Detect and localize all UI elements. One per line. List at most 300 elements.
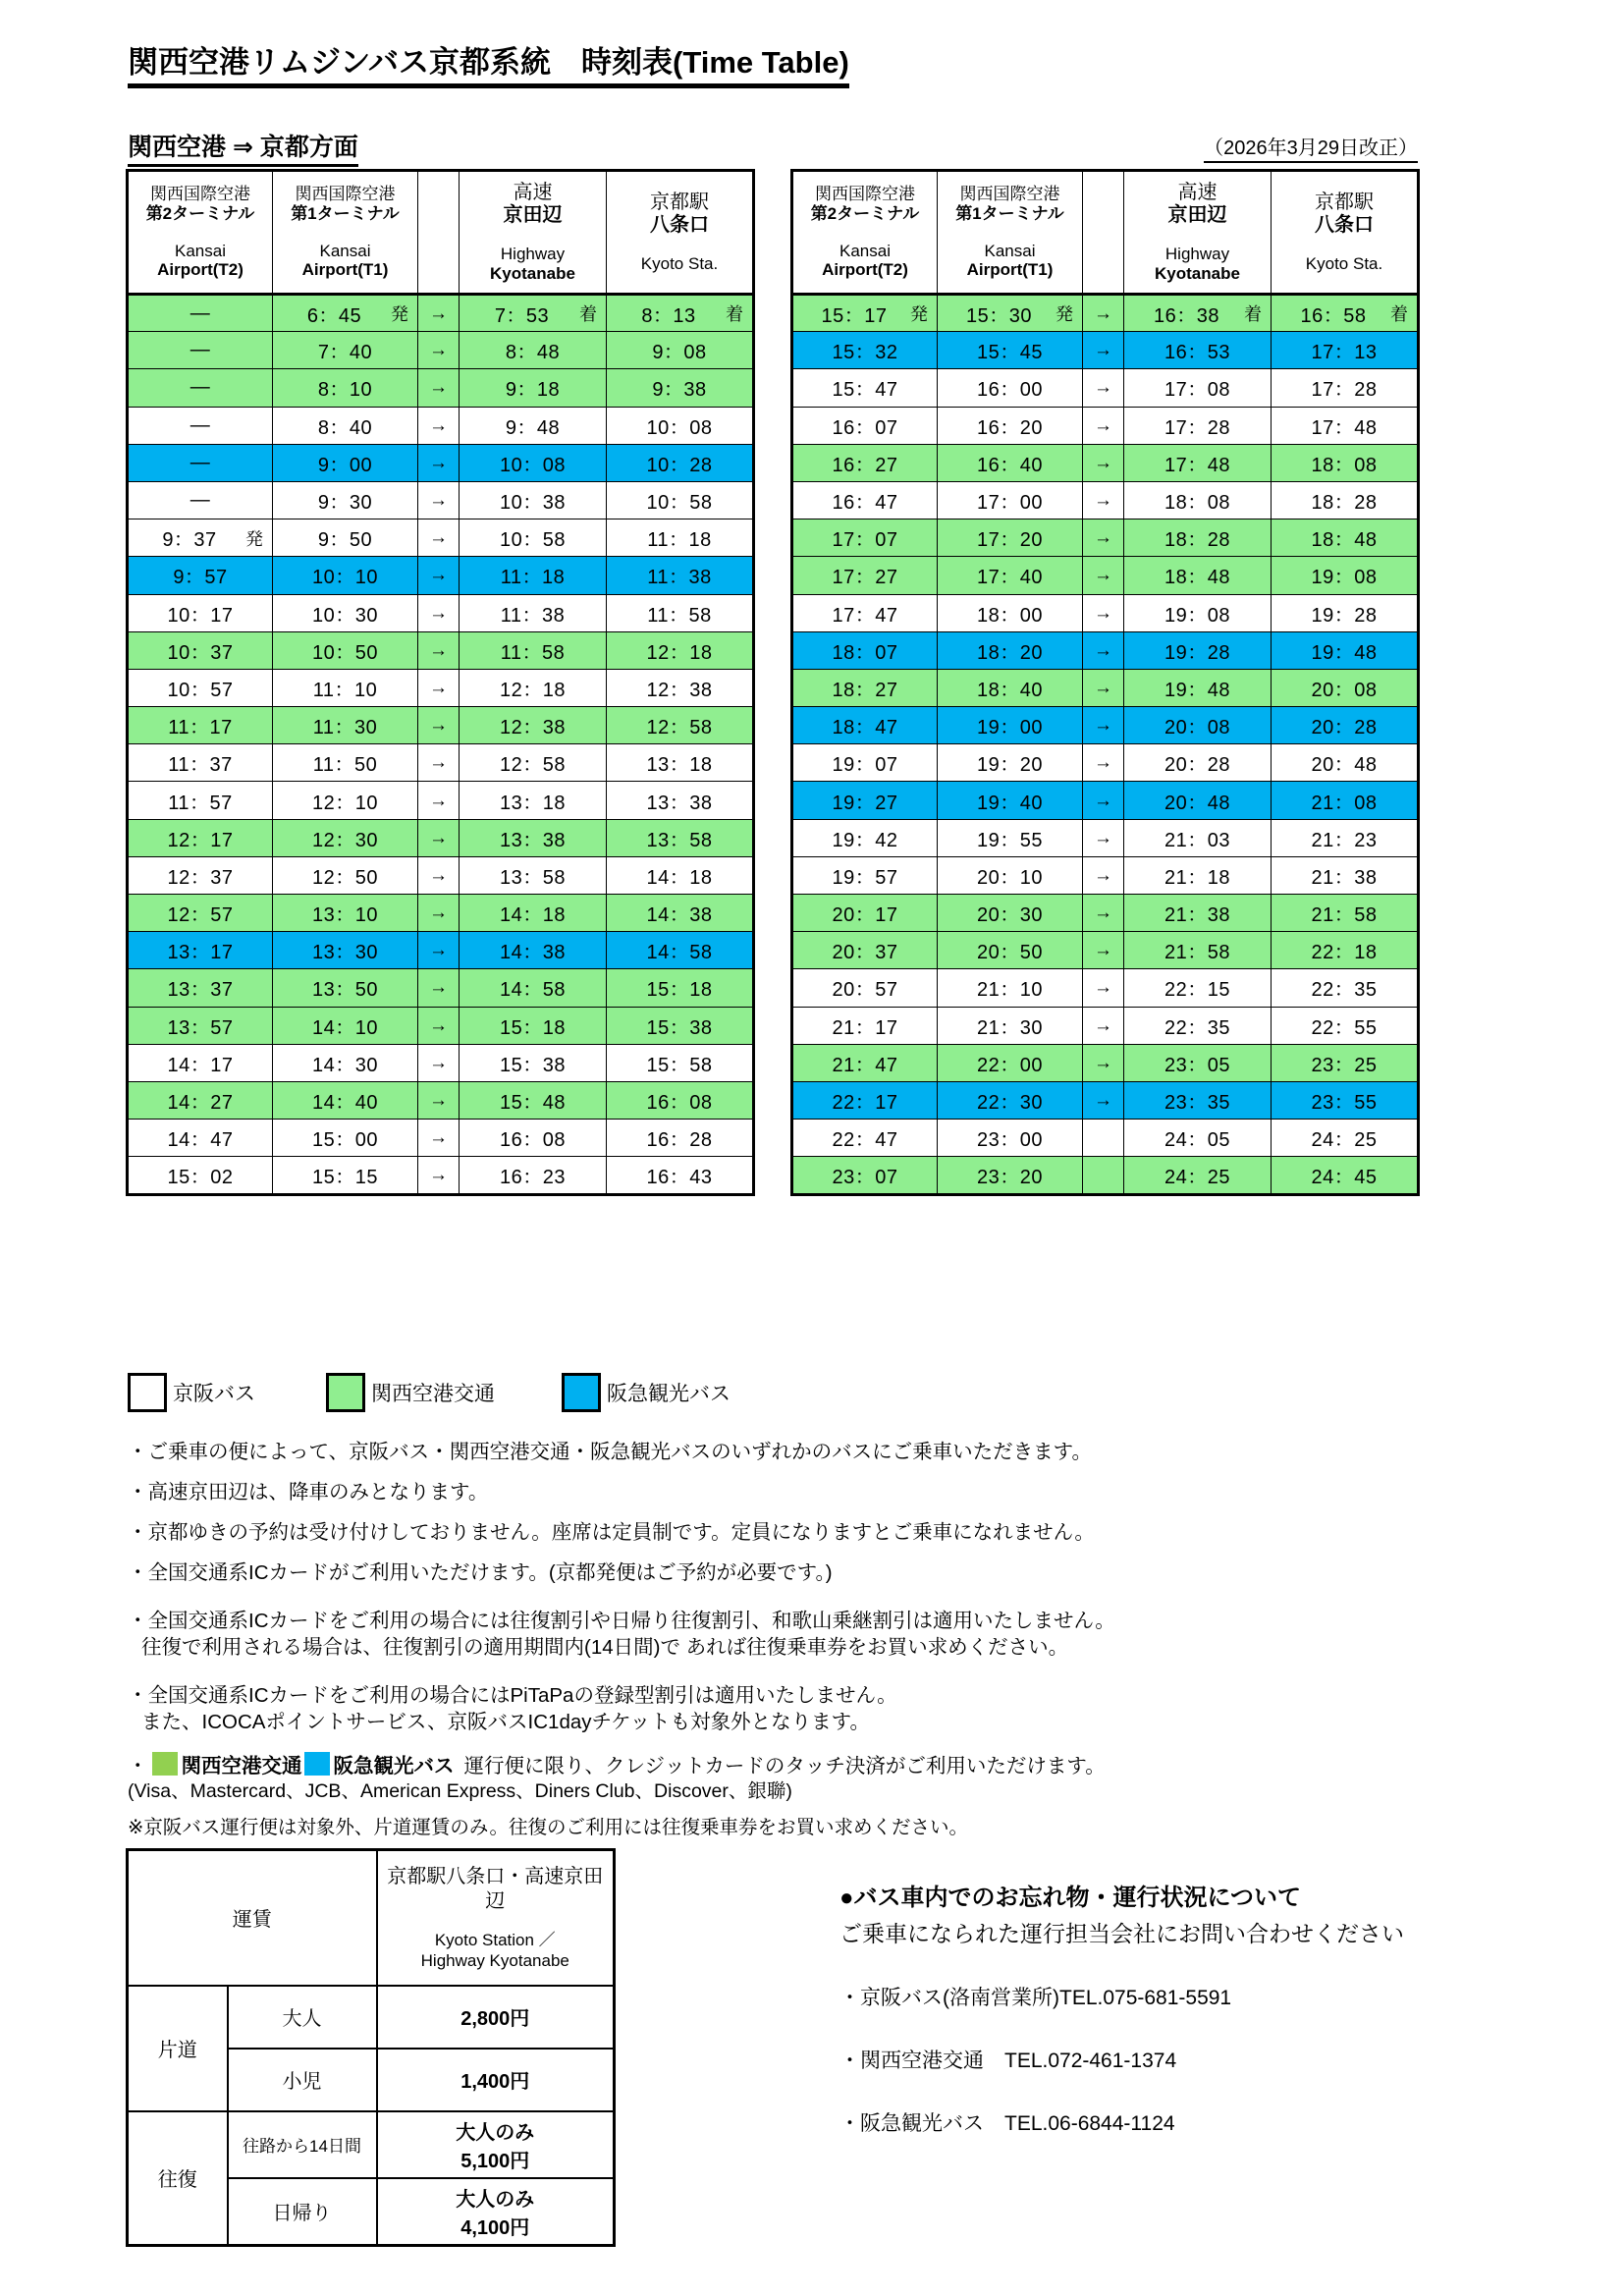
time-suffix: 着 <box>1390 304 1408 325</box>
column-header-jp1: 京都駅 <box>1315 191 1374 213</box>
cell-kyotanabe-right-14 <box>1124 819 1272 856</box>
column-header-en1: Kansai <box>319 241 371 260</box>
fare-value-adult-only-2: 大人のみ <box>456 2188 535 2211</box>
arrow-icon: → <box>418 369 460 407</box>
cell-kyotanabe-right-1 <box>1124 332 1272 369</box>
arrow-icon: → <box>418 969 460 1007</box>
time-value: 6：45 <box>306 304 362 327</box>
time-value: 15：32 <box>832 342 898 364</box>
arrow-icon: → <box>418 295 460 332</box>
column-header-right-2 <box>1083 171 1124 295</box>
time-value: 19：08 <box>1311 567 1378 589</box>
cell-t1-right-23 <box>938 1157 1083 1194</box>
time-suffix: 発 <box>1056 304 1073 325</box>
cell-t1-right-11 <box>938 707 1083 744</box>
blue-swatch-icon <box>304 1752 330 1776</box>
cell-t1-right-14 <box>938 819 1083 856</box>
cell-t2-right-0 <box>792 295 938 332</box>
time-value: 20：17 <box>832 904 898 927</box>
fare-row <box>128 1986 615 2049</box>
time-value: 16：53 <box>1164 342 1230 364</box>
cell-kyotosta-right-21 <box>1272 1081 1419 1119</box>
cell-t1-left-4 <box>273 444 418 481</box>
time-value: 15：02 <box>167 1166 234 1188</box>
cell-t1-left-7 <box>273 557 418 594</box>
cell-kyotanabe-right-10 <box>1124 669 1272 706</box>
cell-kyotanabe-left-22 <box>460 1120 607 1157</box>
arrow-icon: → <box>1083 557 1124 594</box>
cell-kyotanabe-left-23 <box>460 1157 607 1194</box>
time-value: 12：58 <box>500 754 566 777</box>
time-value: 13：10 <box>312 904 378 927</box>
white-swatch-icon <box>128 1373 167 1412</box>
table-row <box>792 819 1419 856</box>
cell-t1-right-4 <box>938 444 1083 481</box>
time-value: 18：28 <box>1164 529 1230 552</box>
route-direction-label: 関西空港 ⇒ 京都方面 <box>128 128 358 167</box>
time-suffix: 着 <box>579 304 597 325</box>
time-value: 16：43 <box>646 1166 713 1188</box>
table-row <box>792 707 1419 744</box>
note-item: ・高速京田辺は、降車のみとなります。 <box>128 1481 489 1504</box>
fare-route-en1: Kyoto Station ／ <box>434 1930 556 1949</box>
revision-date: （2026年3月29日改正） <box>1204 132 1418 163</box>
fare-header-label: 運賃 <box>128 1850 377 1986</box>
note-item: ・ご乗車の便によって、京阪バス・関西空港交通・阪急観光バスのいずれかのバスにご乗車いただきます。 <box>128 1441 1092 1463</box>
arrow-icon: → <box>1083 932 1124 969</box>
cell-kyotanabe-right-12 <box>1124 744 1272 782</box>
time-value: 12：18 <box>646 641 713 664</box>
column-header-right-3 <box>1124 171 1272 295</box>
table-row <box>128 631 754 669</box>
time-value: 13：57 <box>167 1016 234 1039</box>
column-header-en1: Highway <box>500 244 566 263</box>
note-credit-text: 運行便に限り、クレジットカードのタッチ決済がご利用いただけます。 <box>463 1755 1106 1778</box>
time-value: 12：38 <box>646 679 713 701</box>
cell-t2-left-15 <box>128 856 273 894</box>
table-row <box>128 369 754 407</box>
table-row <box>128 557 754 594</box>
time-value: 15：18 <box>646 979 713 1002</box>
table-row <box>792 669 1419 706</box>
arrow-icon <box>1083 1120 1124 1157</box>
time-value: 12：10 <box>312 792 378 814</box>
cell-t2-right-6 <box>792 519 938 557</box>
arrow-icon: → <box>418 895 460 932</box>
legend-item-green <box>326 1373 495 1412</box>
time-value: 9：00 <box>317 454 373 476</box>
table-row <box>128 481 754 519</box>
cell-kyotanabe-left-10 <box>460 669 607 706</box>
time-value: 20：50 <box>977 942 1043 964</box>
cell-kyotanabe-left-5 <box>460 481 607 519</box>
table-row <box>792 1007 1419 1044</box>
cell-kyotosta-left-7 <box>607 557 754 594</box>
legend <box>128 1373 797 1412</box>
time-value: ― <box>189 489 211 512</box>
time-value: 17：40 <box>977 567 1043 589</box>
arrow-icon: → <box>418 407 460 444</box>
table-row <box>128 782 754 819</box>
table-row <box>792 295 1419 332</box>
table-row <box>128 444 754 481</box>
cell-t2-left-6 <box>128 519 273 557</box>
cell-t2-left-23 <box>128 1157 273 1194</box>
time-value: 13：58 <box>646 829 713 851</box>
page-title-wrap <box>128 37 849 88</box>
cell-kyotanabe-right-8 <box>1124 594 1272 631</box>
time-value: 11：37 <box>168 754 233 777</box>
cell-kyotosta-right-4 <box>1272 444 1419 481</box>
time-value: 19：42 <box>832 829 898 851</box>
cell-t2-right-18 <box>792 969 938 1007</box>
table-row <box>792 932 1419 969</box>
time-value: 14：17 <box>167 1054 234 1076</box>
cell-kyotanabe-right-17 <box>1124 932 1272 969</box>
time-value: 15：00 <box>312 1129 378 1152</box>
fare-type-14days: 往路から14日間 <box>228 2111 377 2178</box>
time-value: 10：58 <box>646 492 713 515</box>
time-value: 10：50 <box>312 641 378 664</box>
time-value: 20：37 <box>832 942 898 964</box>
cell-kyotanabe-right-22 <box>1124 1120 1272 1157</box>
cell-t2-left-16 <box>128 895 273 932</box>
time-value: 19：48 <box>1164 679 1230 701</box>
time-value: 22：00 <box>977 1054 1043 1076</box>
arrow-icon: → <box>418 1044 460 1081</box>
cell-t2-right-11 <box>792 707 938 744</box>
time-value: 11：38 <box>500 604 566 627</box>
table-row <box>792 856 1419 894</box>
time-value: 19：20 <box>977 754 1043 777</box>
time-value: 24：25 <box>1311 1129 1378 1152</box>
time-suffix: 着 <box>726 304 743 325</box>
contact-section <box>839 1878 1527 2137</box>
time-value: 11：18 <box>500 567 566 589</box>
cell-kyotanabe-left-15 <box>460 856 607 894</box>
time-value: 14：27 <box>167 1092 234 1115</box>
column-header-en2: Kyotanabe <box>490 263 575 283</box>
cell-t1-left-13 <box>273 782 418 819</box>
time-value: 10：38 <box>500 492 566 515</box>
time-value: 21：38 <box>1311 866 1378 889</box>
cell-kyotanabe-right-13 <box>1124 782 1272 819</box>
column-header-en1: Kyoto Sta. <box>640 253 719 273</box>
time-value: 14：58 <box>646 942 713 964</box>
time-value: 15：45 <box>977 342 1043 364</box>
cell-kyotosta-left-16 <box>607 895 754 932</box>
note-item: ・京都ゆきの予約は受け付けしておりません。座席は定員制です。定員になりますとご乗車になれません。 <box>128 1521 1095 1545</box>
cell-t2-right-21 <box>792 1081 938 1119</box>
time-value: 7：53 <box>494 304 550 327</box>
column-header-en1: Kyoto Sta. <box>1305 253 1383 273</box>
time-value: 21：30 <box>977 1016 1043 1039</box>
time-value: 22：18 <box>1311 942 1378 964</box>
cell-t1-right-8 <box>938 594 1083 631</box>
cell-kyotanabe-right-2 <box>1124 369 1272 407</box>
time-value: 10：17 <box>167 604 234 627</box>
cell-t2-left-2 <box>128 369 273 407</box>
cell-t2-left-18 <box>128 969 273 1007</box>
cell-kyotosta-left-9 <box>607 631 754 669</box>
time-value: 13：58 <box>500 866 566 889</box>
time-value: 18：08 <box>1164 492 1230 515</box>
time-value: 18：40 <box>977 679 1043 701</box>
fare-table <box>126 1848 616 2247</box>
cell-kyotosta-left-3 <box>607 407 754 444</box>
arrow-icon: → <box>418 856 460 894</box>
arrow-icon: → <box>418 1081 460 1119</box>
table-row <box>792 1081 1419 1119</box>
blue-swatch-icon <box>562 1373 601 1412</box>
cell-t2-right-1 <box>792 332 938 369</box>
cell-kyotosta-left-1 <box>607 332 754 369</box>
time-value: 20：10 <box>977 866 1043 889</box>
arrow-icon: → <box>418 669 460 706</box>
time-value: 16：23 <box>500 1166 566 1188</box>
time-value: 9：48 <box>505 416 561 439</box>
time-value: 12：38 <box>500 717 566 739</box>
arrow-icon: → <box>418 1007 460 1044</box>
column-header-en2: Kyotanabe <box>1155 263 1240 283</box>
table-row <box>128 1120 754 1157</box>
column-header-jp2: 第1ターミナル <box>291 203 400 223</box>
cell-kyotosta-right-14 <box>1272 819 1419 856</box>
column-header-left-0 <box>128 171 273 295</box>
note-keihan-exclusion: ※京阪バス運行便は対象外、片道運賃のみ。往復のご利用には往復乗車券をお買い求めください。 <box>128 1816 969 1838</box>
cell-t2-right-20 <box>792 1044 938 1081</box>
cell-kyotosta-left-23 <box>607 1157 754 1194</box>
time-suffix: 発 <box>245 528 263 549</box>
arrow-icon: → <box>418 819 460 856</box>
fare-table-wrap <box>126 1848 616 2247</box>
cell-t2-left-11 <box>128 707 273 744</box>
arrow-icon: → <box>1083 295 1124 332</box>
cell-kyotosta-right-5 <box>1272 481 1419 519</box>
time-value: 19：57 <box>832 866 898 889</box>
cell-kyotanabe-left-8 <box>460 594 607 631</box>
page-title: 関西空港リムジンバス京都系統 時刻表(Time Table) <box>128 37 849 88</box>
cell-t1-right-10 <box>938 669 1083 706</box>
cell-kyotosta-right-7 <box>1272 557 1419 594</box>
note-card-brands: (Visa、Mastercard、JCB、American Express、Diners Club、Discover、銀聯) <box>128 1780 792 1803</box>
time-value: 22：35 <box>1164 1016 1230 1039</box>
time-value: 18：20 <box>977 641 1043 664</box>
cell-kyotanabe-left-12 <box>460 744 607 782</box>
column-header-en1: Kansai <box>175 241 226 260</box>
cell-t1-right-3 <box>938 407 1083 444</box>
cell-t2-left-21 <box>128 1081 273 1119</box>
time-value: 14：18 <box>500 904 566 927</box>
bullet-mark: ・ <box>128 1755 148 1778</box>
arrow-icon: → <box>1083 1044 1124 1081</box>
cell-t1-left-9 <box>273 631 418 669</box>
time-value: 17：48 <box>1164 454 1230 476</box>
cell-t2-left-1 <box>128 332 273 369</box>
cell-t2-right-13 <box>792 782 938 819</box>
fare-row <box>128 2111 615 2178</box>
cell-t2-left-12 <box>128 744 273 782</box>
cell-t2-right-23 <box>792 1157 938 1194</box>
time-value: 16：20 <box>977 416 1043 439</box>
time-value: 21：47 <box>832 1054 898 1076</box>
legend-label: 阪急観光バス <box>607 1383 731 1405</box>
cell-kyotosta-right-9 <box>1272 631 1419 669</box>
cell-t2-right-19 <box>792 1007 938 1044</box>
arrow-icon: → <box>418 631 460 669</box>
column-header-right-0 <box>792 171 938 295</box>
note-ic-discount <box>128 1608 1532 1661</box>
time-value: 24：45 <box>1311 1166 1378 1188</box>
time-value: 19：28 <box>1311 604 1378 627</box>
time-value: 16：28 <box>646 1129 713 1152</box>
note-ic-line1: ・全国交通系ICカードをご利用の場合には往復割引や日帰り往復割引、和歌山乗継割引は適用いたしません。 <box>128 1610 1115 1633</box>
legend-item-white <box>128 1373 255 1412</box>
arrow-icon: → <box>418 744 460 782</box>
arrow-icon: → <box>1083 707 1124 744</box>
fare-type-dayreturn: 日帰り <box>228 2178 377 2246</box>
cell-kyotosta-left-11 <box>607 707 754 744</box>
time-value: 16：08 <box>646 1092 713 1115</box>
time-value: 10：08 <box>500 454 566 476</box>
time-value: 16：00 <box>977 379 1043 402</box>
column-header-jp2: 京田辺 <box>503 203 563 226</box>
column-header-en2: Airport(T2) <box>157 260 244 280</box>
cell-kyotosta-right-16 <box>1272 895 1419 932</box>
notes-section <box>128 1439 1532 1850</box>
arrow-icon: → <box>1083 594 1124 631</box>
cell-kyotosta-left-6 <box>607 519 754 557</box>
time-value: 16：07 <box>832 416 898 439</box>
timetable-left-body <box>128 295 754 1195</box>
cell-t1-left-1 <box>273 332 418 369</box>
table-row <box>792 557 1419 594</box>
cell-t2-left-4 <box>128 444 273 481</box>
cell-t1-right-17 <box>938 932 1083 969</box>
cell-t2-left-7 <box>128 557 273 594</box>
fare-route-jp: 京都駅八条口・高速京田辺 <box>387 1865 604 1912</box>
cell-t1-left-22 <box>273 1120 418 1157</box>
cell-kyotosta-left-17 <box>607 932 754 969</box>
cell-t1-right-13 <box>938 782 1083 819</box>
timetable-left <box>126 169 755 1196</box>
cell-kyotanabe-left-21 <box>460 1081 607 1119</box>
time-value: 23：05 <box>1164 1054 1230 1076</box>
cell-kyotanabe-right-19 <box>1124 1007 1272 1044</box>
time-value: 10：10 <box>312 567 378 589</box>
cell-kyotosta-right-12 <box>1272 744 1419 782</box>
cell-t2-left-14 <box>128 819 273 856</box>
table-row <box>128 519 754 557</box>
time-value: 11：38 <box>647 567 712 589</box>
time-value: 9：08 <box>652 342 707 364</box>
time-value: 18：07 <box>832 641 898 664</box>
time-value: 19：40 <box>977 792 1043 814</box>
cell-t1-left-12 <box>273 744 418 782</box>
contact-kate: ・関西空港交通 TEL.072-461-1374 <box>839 2050 1177 2072</box>
cell-kyotanabe-left-19 <box>460 1007 607 1044</box>
operator-hankyu-label: 阪急観光バス <box>333 1755 455 1778</box>
arrow-icon <box>1083 1157 1124 1194</box>
time-value: 17：47 <box>832 604 898 627</box>
table-row <box>128 1044 754 1081</box>
cell-kyotanabe-right-6 <box>1124 519 1272 557</box>
time-value: 11：17 <box>168 717 233 739</box>
arrow-icon: → <box>1083 744 1124 782</box>
time-value: 16：08 <box>500 1129 566 1152</box>
time-value: 23：07 <box>832 1166 898 1188</box>
time-suffix: 発 <box>910 304 928 325</box>
column-header-left-4 <box>607 171 754 295</box>
column-header-en2: Airport(T1) <box>966 260 1054 280</box>
contact-keihan: ・京阪バス(洛南営業所)TEL.075-681-5591 <box>839 1987 1232 2009</box>
time-value: 15：38 <box>646 1016 713 1039</box>
time-value: 10：57 <box>167 679 234 701</box>
cell-kyotosta-left-15 <box>607 856 754 894</box>
cell-kyotanabe-left-7 <box>460 557 607 594</box>
timetable-right <box>790 169 1420 1196</box>
cell-t1-left-10 <box>273 669 418 706</box>
fare-group-roundtrip: 往復 <box>128 2111 228 2246</box>
cell-t2-left-0 <box>128 295 273 332</box>
cell-t2-left-8 <box>128 594 273 631</box>
contact-hankyu: ・阪急観光バス TEL.06-6844-1124 <box>839 2112 1175 2135</box>
time-value: 16：38 <box>1154 304 1219 327</box>
table-row <box>128 332 754 369</box>
cell-kyotanabe-left-11 <box>460 707 607 744</box>
time-value: 16：47 <box>832 492 898 515</box>
arrow-icon: → <box>418 332 460 369</box>
arrow-icon: → <box>418 707 460 744</box>
time-value: 20：57 <box>832 979 898 1002</box>
arrow-icon: → <box>1083 819 1124 856</box>
time-value: 17：28 <box>1311 379 1378 402</box>
time-value: ― <box>189 301 211 324</box>
arrow-icon: → <box>1083 669 1124 706</box>
cell-t1-left-2 <box>273 369 418 407</box>
column-header-jp1: 関西国際空港 <box>295 185 396 204</box>
time-value: 16：58 <box>1300 304 1367 327</box>
table-row <box>792 782 1419 819</box>
cell-kyotanabe-left-3 <box>460 407 607 444</box>
cell-t1-right-18 <box>938 969 1083 1007</box>
time-value: 20：28 <box>1311 717 1378 739</box>
time-value: 10：30 <box>312 604 378 627</box>
cell-t2-right-2 <box>792 369 938 407</box>
table-row <box>792 407 1419 444</box>
cell-t2-left-13 <box>128 782 273 819</box>
arrow-icon: → <box>1083 519 1124 557</box>
table-row <box>792 1157 1419 1194</box>
time-value: ― <box>189 413 211 436</box>
cell-t2-left-9 <box>128 631 273 669</box>
cell-kyotanabe-right-0 <box>1124 295 1272 332</box>
cell-kyotanabe-right-16 <box>1124 895 1272 932</box>
cell-kyotosta-right-11 <box>1272 707 1419 744</box>
cell-kyotosta-right-10 <box>1272 669 1419 706</box>
fare-header-row <box>128 1850 615 1986</box>
cell-kyotanabe-right-7 <box>1124 557 1272 594</box>
cell-kyotosta-left-12 <box>607 744 754 782</box>
cell-t1-right-9 <box>938 631 1083 669</box>
cell-kyotanabe-right-23 <box>1124 1157 1272 1194</box>
column-header-jp1: 関西国際空港 <box>959 185 1060 204</box>
cell-t1-left-8 <box>273 594 418 631</box>
table-row <box>792 594 1419 631</box>
table-row <box>128 1157 754 1194</box>
table-row <box>128 669 754 706</box>
table-row <box>128 932 754 969</box>
